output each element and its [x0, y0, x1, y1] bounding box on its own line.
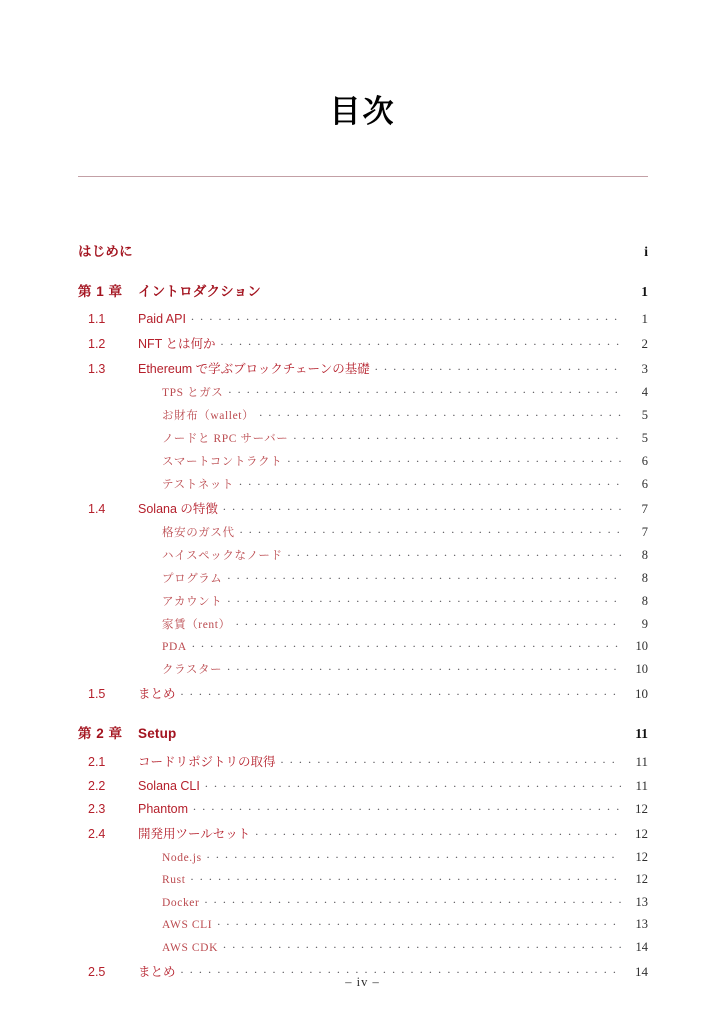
- toc-entry-page-number: 3: [641, 360, 648, 376]
- toc-dot-leader: [255, 826, 621, 839]
- toc-entry-page-number: 10: [635, 639, 648, 653]
- toc-entry-title: Ethereum で学ぶブロックチェーンの基礎: [138, 361, 370, 376]
- toc-entry-title: Setup: [138, 726, 177, 741]
- toc-entry-section[interactable]: [78, 752, 648, 770]
- toc-entry-subsection[interactable]: [78, 430, 648, 446]
- toc-entry-number: 1.1: [88, 311, 106, 326]
- toc-entry-page-number: 7: [641, 500, 648, 516]
- toc-dot-leader: [205, 777, 621, 790]
- toc-entry-page-number: 6: [641, 453, 648, 468]
- toc-entry-subsection[interactable]: [78, 570, 648, 586]
- toc-entry-subsection[interactable]: [78, 453, 648, 469]
- toc-entry-page-number: 13: [635, 917, 648, 931]
- toc-entry-number: 2.2: [88, 778, 106, 793]
- toc-entry-page-number: 6: [641, 476, 648, 491]
- toc-entry-page-number: 14: [635, 939, 648, 954]
- toc-entry-section[interactable]: [78, 499, 648, 517]
- toc-dot-leader: [228, 384, 621, 396]
- toc-dot-leader: [191, 872, 622, 884]
- toc-entry-subsection[interactable]: [78, 639, 648, 655]
- toc-entry-subsection[interactable]: [78, 661, 648, 677]
- toc-entry-title: Docker: [162, 896, 200, 909]
- toc-entry-number: 1.3: [88, 361, 106, 376]
- toc-entry-title: AWS CLI: [162, 919, 213, 931]
- toc-entry-page-number: 1: [641, 284, 648, 299]
- toc-entry-subsection[interactable]: [78, 593, 648, 609]
- title-divider: [78, 176, 648, 177]
- toc-dot-leader: [236, 616, 621, 628]
- toc-dot-leader: [227, 570, 621, 582]
- toc-entry-page-number: 5: [641, 407, 648, 422]
- toc-entry-page-number: 9: [641, 616, 648, 631]
- toc-entry-page-number: 10: [635, 662, 648, 676]
- toc-dot-leader: [192, 639, 621, 651]
- toc-dot-leader: [227, 593, 621, 605]
- toc-entry-title: クラスター: [162, 664, 223, 676]
- toc-dot-leader: [293, 430, 621, 442]
- toc-entry-title: コードリポジトリの取得: [138, 755, 276, 769]
- page-folio: – iv –: [345, 975, 380, 989]
- toc-entry-page-number: i: [644, 244, 648, 259]
- toc-entry-page-number: 1: [641, 310, 648, 326]
- toc-entry-subsection[interactable]: [78, 384, 648, 400]
- toc-entry-chapter[interactable]: [78, 280, 648, 300]
- toc-entry-section[interactable]: [78, 334, 648, 352]
- toc-entry-list: [78, 240, 648, 987]
- toc-dot-leader: [138, 243, 621, 257]
- toc-dot-leader: [204, 894, 621, 906]
- toc-dot-leader: [181, 963, 621, 976]
- toc-entry-number: 第 2 章: [78, 726, 123, 741]
- toc-dot-leader: [259, 407, 621, 419]
- toc-entry-title: Phantom: [138, 802, 189, 816]
- toc-entry-number: 第 1 章: [78, 284, 123, 299]
- toc-entry-title: ハイスペックなノード: [162, 549, 283, 562]
- toc-entry-page-number: 12: [635, 872, 648, 886]
- toc-dot-leader: [217, 917, 621, 929]
- toc-dot-leader: [223, 939, 621, 951]
- toc-entry-subsection[interactable]: [78, 939, 648, 955]
- toc-entry-subsection[interactable]: [78, 917, 648, 933]
- toc-entry-page-number: 2: [641, 335, 648, 351]
- toc-entry-number: 2.3: [88, 802, 106, 816]
- toc-dot-leader: [227, 662, 621, 674]
- toc-entry-title: ノードと RPC サーバー: [162, 432, 289, 445]
- toc-entry-subsection[interactable]: [78, 476, 648, 492]
- toc-entry-title: AWS CDK: [162, 941, 218, 954]
- toc-entry-page-number: 12: [635, 826, 648, 841]
- toc-entry-number: 1.2: [88, 336, 106, 351]
- toc-dot-leader: [182, 725, 621, 739]
- toc-entry-title: TPS とガス: [162, 386, 224, 399]
- toc-entry-subsection[interactable]: [78, 849, 648, 865]
- toc-entry-page-number: 12: [635, 801, 648, 816]
- toc-dot-leader: [375, 360, 621, 373]
- toc-entry-subsection[interactable]: [78, 894, 648, 910]
- toc-entry-subsection[interactable]: [78, 524, 648, 540]
- toc-dot-leader: [266, 283, 621, 297]
- toc-dot-leader: [281, 754, 621, 767]
- toc-entry-title: アカウント: [162, 595, 223, 608]
- toc-entry-title: 格安のガス代: [162, 526, 235, 539]
- toc-entry-number: 2.5: [88, 964, 106, 979]
- toc-entry-subsection[interactable]: [78, 616, 648, 632]
- toc-entry-page-number: 5: [641, 430, 648, 445]
- toc-entry-page-number: 10: [635, 686, 648, 701]
- toc-dot-leader: [181, 686, 621, 699]
- toc-entry-title: はじめに: [78, 244, 133, 259]
- toc-entry-title: まとめ: [138, 964, 176, 979]
- toc-entry-page-number: 13: [635, 894, 648, 909]
- toc-entry-title: テストネット: [162, 478, 235, 491]
- toc-entry-page-number: 4: [641, 384, 648, 399]
- toc-entry-section[interactable]: [78, 777, 648, 794]
- toc-entry-chapter[interactable]: [78, 240, 648, 260]
- toc-entry-title: Paid API: [138, 311, 186, 326]
- toc-dot-leader: [193, 801, 621, 814]
- toc-entry-page-number: 8: [641, 593, 648, 608]
- toc-entry-title: スマートコントラクト: [162, 455, 283, 468]
- toc-entry-title: イントロダクション: [138, 284, 262, 299]
- toc-entry-number: 2.1: [88, 755, 106, 769]
- toc-dot-leader: [288, 547, 621, 559]
- toc-dot-leader: [207, 849, 621, 861]
- toc-dot-leader: [287, 453, 621, 465]
- toc-entry-section[interactable]: [78, 824, 648, 842]
- toc-entry-title: NFT とは何か: [138, 336, 216, 351]
- toc-entry-subsection[interactable]: [78, 407, 648, 423]
- toc-entry-title: プログラム: [162, 572, 223, 585]
- toc-entry-title: まとめ: [138, 687, 176, 701]
- toc-entry-subsection[interactable]: [78, 872, 648, 888]
- toc-entry-page-number: 11: [635, 754, 648, 769]
- toc-entry-number: 1.4: [88, 501, 106, 516]
- toc-dot-leader: [221, 335, 621, 348]
- toc-dot-leader: [191, 310, 621, 323]
- toc-entry-section[interactable]: [78, 801, 648, 818]
- toc-entry-page-number: 14: [635, 963, 648, 979]
- toc-entry-section[interactable]: [78, 684, 648, 702]
- toc-entry-number: 1.5: [88, 687, 106, 701]
- toc-entry-chapter[interactable]: [78, 722, 648, 742]
- toc-entry-title: 開発用ツールセット: [138, 827, 251, 841]
- toc-entry-page-number: 8: [641, 547, 648, 562]
- toc-dot-leader: [239, 476, 621, 488]
- toc-entry-title: Solana の特徴: [138, 501, 218, 516]
- toc-entry-title: Node.js: [162, 851, 202, 864]
- toc-entry-section[interactable]: [78, 359, 648, 377]
- toc-entry-page-number: 11: [635, 726, 648, 741]
- toc-entry-title: お財布（wallet）: [162, 409, 255, 422]
- toc-entry-page-number: 11: [635, 777, 648, 793]
- toc-entry-title: 家賃（rent）: [162, 618, 231, 631]
- toc-entry-page-number: 12: [635, 849, 648, 864]
- toc-entry-page-number: 8: [641, 570, 648, 585]
- toc-dot-leader: [240, 524, 621, 536]
- toc-entry-number: 2.4: [88, 827, 106, 841]
- toc-dot-leader: [223, 500, 621, 513]
- toc-entry-section[interactable]: [78, 310, 648, 327]
- page-title: 目次: [329, 94, 396, 129]
- toc-entry-subsection[interactable]: [78, 547, 648, 563]
- toc-entry-title: PDA: [162, 641, 187, 653]
- toc-entry-title: Rust: [162, 874, 186, 886]
- toc-entry-title: Solana CLI: [138, 778, 200, 793]
- toc-entry-page-number: 7: [641, 524, 648, 539]
